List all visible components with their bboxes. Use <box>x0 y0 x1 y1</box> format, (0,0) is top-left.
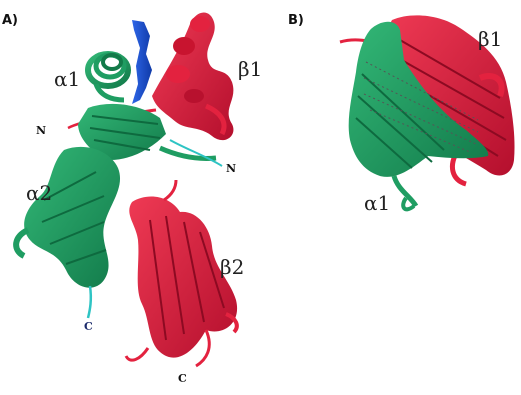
beta1-label-a: β1 <box>238 57 263 81</box>
panel-a <box>2 12 262 385</box>
alpha2-domain <box>16 147 120 318</box>
c-terminus-left: C <box>84 320 93 333</box>
peptide-strand <box>132 20 152 104</box>
c-terminus-right: C <box>178 372 187 385</box>
alpha1-helix <box>88 54 128 100</box>
panel-b <box>288 13 515 215</box>
n-terminus-right: N <box>226 162 237 175</box>
n-terminus-left: N <box>36 124 47 137</box>
alpha1-label-a: α1 <box>54 67 81 91</box>
beta2-label: β2 <box>220 255 245 279</box>
beta1-label-b: β1 <box>478 27 503 51</box>
panel-a-label: A) <box>2 13 19 28</box>
alpha1-label-b: α1 <box>364 191 391 215</box>
panel-b-label: B) <box>288 13 304 28</box>
alpha2-label: α2 <box>26 181 53 205</box>
